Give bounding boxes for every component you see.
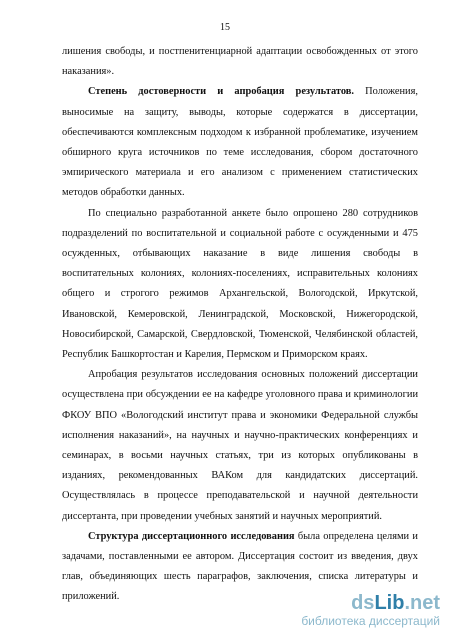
paragraph-text: Положения, выносимые на защиту, выводы, которые содержатся в диссертации, обеспечиваются комплексным подходом к избранной проблематике, изучением обширного круга источников по теме исследования, сбором достаточного эмпирического материала и его анализом с применением статистических методов обработки данных.: [62, 86, 418, 199]
paragraph-text: По специально разработанной анкете было опрошено 280 сотрудников подразделений по воспитательной и социальной работе с осужденными и 475 осужденных, отбывающих наказание в виде лишения свободы в воспитательных колониях, колониях-поселениях, исправительных колониях общего и строгого режимов Архангельской, Вологодской, Иркутской, Ивановской, Кемеровской, Ленинградской, Московской, Нижегородской, Новосибирской, Самарской, Свердловской, Тюменской, Челябинской областей, Республик Башкортостан и Карелия, Пермском и Приморском краях.: [62, 207, 418, 361]
page-body: [62, 42, 418, 608]
paragraph-heading: Степень достоверности и апробация результатов.: [88, 86, 355, 98]
paragraph-3: [62, 204, 418, 366]
watermark-caption: библиотека диссертаций: [301, 614, 440, 628]
watermark-logo: dsLib.net: [351, 592, 440, 614]
paragraph-1: [62, 42, 418, 82]
paragraph-text: Апробация результатов исследования основных положений диссертации осуществлена при обсуждении ее на кафедре уголовного права и криминологии ФКОУ ВПО «Вологодский институт права и экономики Федеральной службы исполнения наказаний», на научных и научно-практических конференциях и семинарах, в восьми научных статьях, три из которых опубликованы в изданиях, рекомендованных ВАКом для кандидатских диссертаций. Осуществлялась в процессе преподавательской и научной деятельности диссертанта, при проведении учебных занятий и научных мероприятий.: [62, 369, 418, 522]
paragraph-heading: Структура диссертационного исследования: [88, 530, 295, 542]
watermark: [301, 593, 440, 628]
paragraph-text: была определена целями и задачами, поставленными ее автором. Диссертация состоит из введения, двух глав, объединяющих шесть параграфов, заключения, списка литературы и приложений.: [62, 530, 418, 603]
paragraph-2: [62, 82, 418, 203]
paragraph-4: [62, 365, 418, 527]
page-number: 15: [220, 22, 230, 33]
paragraph-text: лишения свободы, и постпенитенциарной адаптации освобожденных от этого наказания».: [62, 46, 418, 78]
